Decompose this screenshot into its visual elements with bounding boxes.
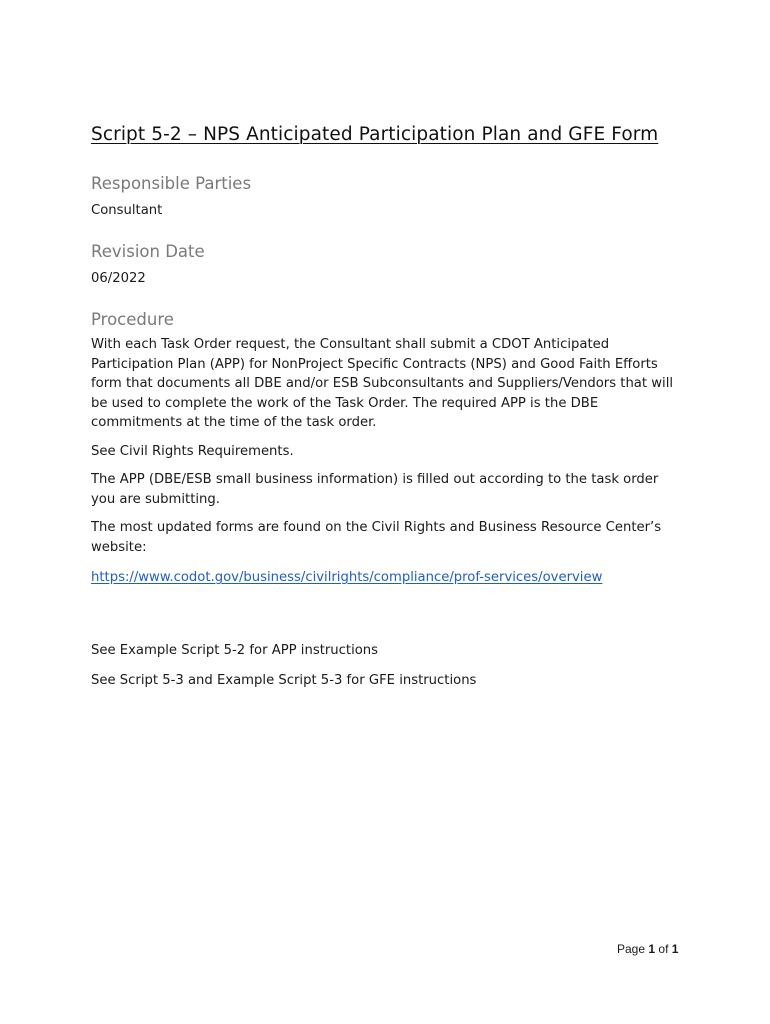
procedure-paragraph: The APP (DBE/ESB small business information) is filled out according to the task order you are submitting. <box>91 472 659 507</box>
procedure-paragraph: The most updated forms are found on the Civil Rights and Business Resource Center’s website: <box>91 520 662 555</box>
reference-line: See Script 5-3 and Example Script 5-3 for GFE instructions <box>91 673 477 688</box>
document-title: Script 5-2 – NPS Anticipated Participation Plan and GFE Form <box>91 124 659 145</box>
total-pages-number: 1 <box>671 942 679 956</box>
revision-date-value: 06/2022 <box>91 271 146 286</box>
current-page-number: 1 <box>648 942 656 956</box>
reference-line: See Example Script 5-2 for APP instructions <box>91 642 379 658</box>
document-content <box>91 124 691 700</box>
procedure-heading: Procedure <box>91 310 174 329</box>
civil-rights-forms-link[interactable]: https://www.codot.gov/business/civilrights/compliance/prof-services/overview <box>91 570 603 585</box>
responsible-parties-value: Consultant <box>91 203 163 218</box>
revision-date-heading: Revision Date <box>91 242 205 261</box>
procedure-paragraph: See Civil Rights Requirements. <box>91 443 294 459</box>
procedure-paragraph: With each Task Order request, the Consultant shall submit a CDOT Anticipated Participation Plan (APP) for NonProject Specific Contracts (NPS) and Good Faith Efforts form that documents all DBE and/or ESB Subconsultants and Suppliers/Vendors that will be used to complete the work of the Task Order. The required APP is the DBE commitments at the time of the task order. <box>91 337 674 430</box>
of-label: of <box>658 942 669 956</box>
responsible-parties-heading: Responsible Parties <box>91 174 252 193</box>
page-number-footer <box>617 942 678 956</box>
page-label: Page <box>617 942 646 956</box>
